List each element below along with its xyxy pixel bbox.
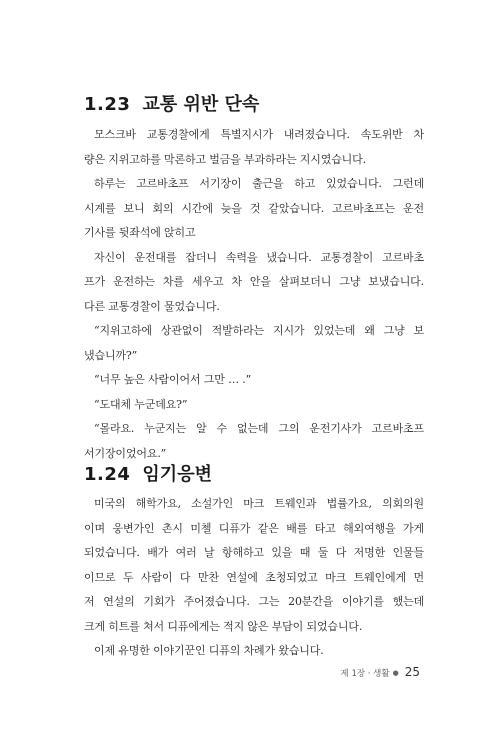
body-line: 냈습니까?” — [84, 348, 138, 362]
body-line: 하루는 고르바초프 서기장이 출근을 하고 있었습니다. 그런데 — [94, 177, 424, 190]
section-number: 1.23 — [84, 94, 131, 115]
body-line: 프가 운전하는 차를 세우고 차 안을 살펴보더니 그냥 보냈습니다. — [84, 275, 424, 288]
body-line: 량은 지위고하를 막론하고 벌금을 부과하라는 지시였습니다. — [84, 152, 366, 166]
section-title-text: 교통 위반 단속 — [142, 94, 260, 115]
body-line: “지위고하에 상관없이 적발하라는 지시가 있었는데 왜 그냥 보 — [94, 324, 424, 337]
section-number: 1.24 — [84, 464, 131, 485]
page-number: 25 — [404, 665, 420, 679]
body-line: 저 연설의 기회가 주어졌습니다. 그는 20분간을 이야기를 했는데 — [84, 595, 424, 608]
body-line: 미국의 해학가요, 소설가인 마크 트웨인과 법률가요, 의회의원 — [94, 497, 424, 510]
body-line: “너무 높은 사람이어서 그만 … .” — [94, 373, 252, 386]
section-body-1-23 — [84, 123, 424, 466]
body-line: 크게 히트를 쳐서 디퓨에게는 적지 않은 부담이 되었습니다. — [84, 619, 363, 633]
body-line: 자신이 운전대를 잡더니 속력을 냈습니다. 교통경찰이 고르바초 — [94, 250, 424, 264]
chapter-label: 제 1장 · 생활 — [340, 669, 390, 679]
body-line: 시계를 보니 회의 시간에 늦을 것 같았습니다. 고르바초프는 운전 — [84, 201, 424, 215]
body-line: “몰라요. 누군지는 알 수 없는데 그의 운전기사가 고르바초프 — [94, 422, 424, 435]
body-line: “도대체 누군데요?” — [94, 397, 188, 411]
page-footer — [341, 665, 420, 679]
body-line: 이므로 두 사람이 다 만찬 연설에 초청되었고 마크 트웨인에게 먼 — [84, 570, 424, 584]
bullet-icon: ● — [392, 669, 399, 677]
body-line: 다른 교통경찰이 물었습니다. — [84, 299, 220, 313]
body-line: 되었습니다. 배가 여러 날 항해하고 있을 때 둘 다 저명한 인물들 — [84, 546, 424, 559]
section-heading-1-24 — [84, 460, 212, 486]
section-title-text: 임기응변 — [142, 464, 212, 485]
section-heading-1-23 — [84, 90, 259, 116]
section-body-1-24 — [84, 492, 424, 664]
body-line: 서기장이었어요.” — [84, 446, 167, 460]
body-line: 모스크바 교통경찰에게 특별지시가 내려졌습니다. 속도위반 차 — [94, 128, 424, 141]
body-line: 이며 웅변가인 촌시 미첼 디퓨가 같은 배를 타고 해외여행을 가게 — [84, 521, 424, 535]
body-line: 이제 유명한 이야기꾼인 디퓨의 차례가 왔습니다. — [94, 644, 324, 657]
body-line: 기사를 뒷좌석에 앉히고 — [84, 226, 196, 239]
